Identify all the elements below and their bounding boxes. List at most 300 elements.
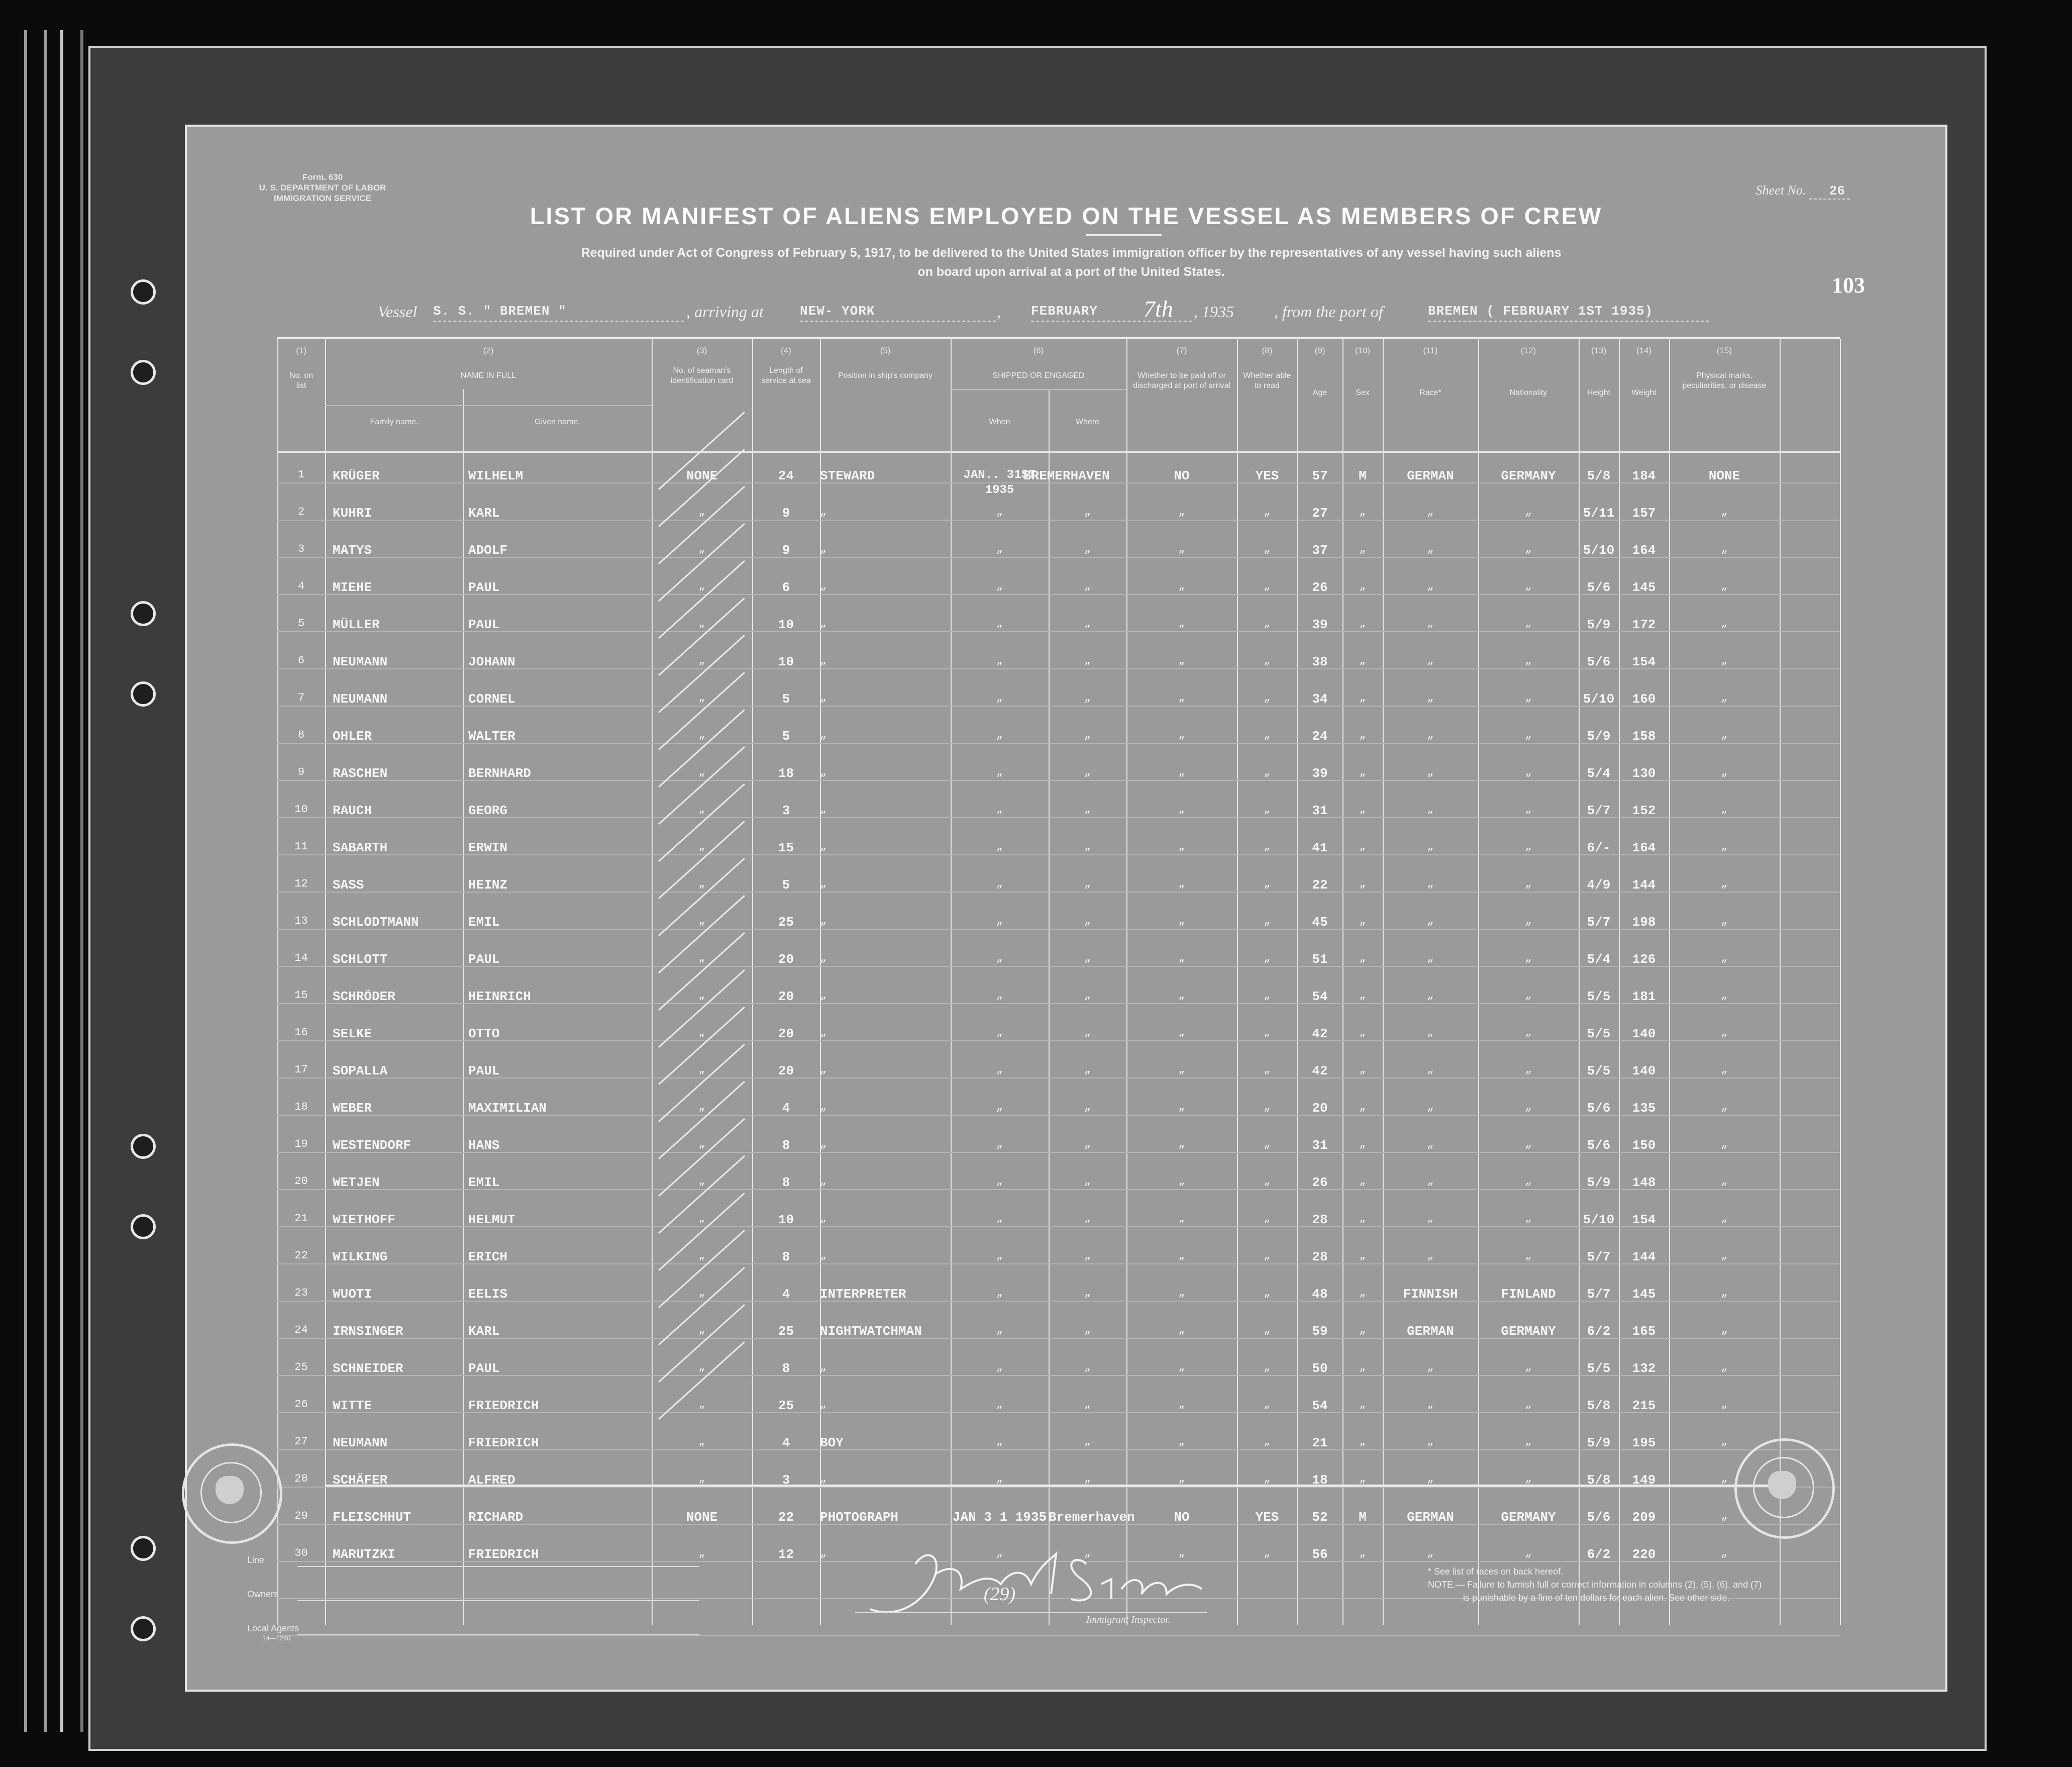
cell-weight: 195	[1632, 1435, 1656, 1450]
cell-service: 3	[782, 1472, 790, 1488]
binder-edge	[24, 30, 27, 1732]
cell-service: 25	[778, 915, 794, 930]
cell-position: INTERPRETER	[820, 1287, 906, 1302]
cell-family: SASS	[333, 877, 364, 893]
cell-nationality: „	[1525, 1175, 1532, 1188]
row-number: 15	[294, 989, 308, 1002]
cell-nationality: „	[1525, 1063, 1532, 1076]
cell-sex: „	[1359, 915, 1366, 927]
binder-edge	[60, 30, 63, 1732]
cell-paid: „	[1178, 1063, 1185, 1076]
column-divider	[1478, 339, 1479, 1625]
punch-hole-icon	[131, 279, 156, 305]
cell-weight: 149	[1632, 1472, 1656, 1488]
column-divider	[1126, 339, 1127, 1625]
cell-marks: „	[1721, 877, 1728, 890]
cell-weight: 209	[1632, 1510, 1656, 1525]
cell-family: MARUTZKI	[333, 1547, 395, 1562]
column-header-no: No. on list	[289, 371, 314, 390]
column-divider	[277, 339, 278, 1625]
cell-paid: „	[1178, 1324, 1185, 1336]
cell-paid: NO	[1174, 468, 1190, 483]
column-header-name: NAME IN FULL	[460, 371, 516, 380]
column-number: (13)	[1591, 346, 1607, 355]
cell-when: „	[996, 766, 1003, 778]
cell-when: „	[996, 580, 1003, 593]
cell-sex: „	[1359, 1101, 1366, 1113]
cell-height: 5/7	[1587, 1249, 1611, 1264]
cell-race: „	[1427, 1361, 1434, 1373]
cell-race: „	[1427, 729, 1434, 741]
cell-family: WITTE	[333, 1398, 372, 1413]
cell-age: 54	[1312, 1398, 1328, 1413]
column-divider	[1840, 339, 1841, 1625]
from-port: BREMEN ( FEBRUARY 1ST 1935)	[1428, 304, 1653, 319]
cell-card: „	[698, 1175, 705, 1188]
cell-marks: „	[1721, 1510, 1728, 1522]
cell-family: NEUMANN	[333, 1435, 388, 1450]
cell-when: „	[996, 729, 1003, 741]
cell-age: 42	[1312, 1063, 1328, 1078]
cell-marks: „	[1721, 692, 1728, 704]
cell-family: WUOTI	[333, 1287, 372, 1302]
cell-sex: „	[1359, 1212, 1366, 1225]
cell-read: „	[1264, 1324, 1271, 1336]
cell-paid: „	[1178, 1547, 1185, 1559]
cell-when: „	[996, 654, 1003, 667]
column-header-given: Given name.	[535, 418, 580, 426]
cell-nationality: FINLAND	[1501, 1287, 1556, 1302]
cell-where: „	[1084, 1175, 1091, 1188]
cell-height: 5/8	[1587, 1398, 1611, 1413]
cell-where: Bremerhaven	[1049, 1510, 1135, 1525]
cell-marks: „	[1721, 1249, 1728, 1262]
cell-family: WESTENDORF	[333, 1138, 411, 1153]
cell-read: „	[1264, 1138, 1271, 1150]
inspector-label: Immigrant Inspector.	[1086, 1614, 1171, 1625]
cell-paid: NO	[1174, 1510, 1190, 1525]
cell-card: „	[698, 580, 705, 593]
row-number: 8	[297, 729, 305, 741]
cell-weight: 144	[1632, 1249, 1656, 1264]
cell-race: GERMAN	[1407, 1324, 1454, 1339]
cell-service: 6	[782, 580, 790, 595]
cell-marks: „	[1721, 729, 1728, 741]
cell-paid: „	[1178, 1398, 1185, 1411]
cell-position: „	[820, 692, 827, 704]
cell-nationality: „	[1525, 952, 1532, 964]
cell-where: „	[1084, 1212, 1091, 1225]
cell-service: 8	[782, 1361, 790, 1376]
cell-given: FRIEDRICH	[468, 1547, 539, 1562]
cell-family: WETJEN	[333, 1175, 380, 1190]
cell-read: YES	[1255, 1510, 1279, 1525]
cell-height: 5/5	[1587, 1361, 1611, 1376]
cell-read: „	[1264, 1472, 1271, 1485]
cell-age: 26	[1312, 580, 1328, 595]
cell-race: GERMAN	[1407, 1510, 1454, 1525]
cell-service: 8	[782, 1175, 790, 1190]
cell-weight: 135	[1632, 1101, 1656, 1116]
eagle-seal-icon	[1768, 1471, 1796, 1499]
cell-marks: „	[1721, 1026, 1728, 1039]
cell-family: FLEISCHHUT	[333, 1510, 411, 1525]
cell-where: „	[1084, 1324, 1091, 1336]
date-underline	[1031, 321, 1192, 322]
column-header-height: Height	[1587, 388, 1611, 397]
cell-age: 38	[1312, 654, 1328, 669]
cell-marks: „	[1721, 840, 1728, 853]
cell-nationality: „	[1525, 692, 1532, 704]
cell-read: „	[1264, 543, 1271, 555]
cell-service: 5	[782, 877, 790, 893]
column-divider	[1669, 339, 1670, 1625]
cell-card: „	[698, 1361, 705, 1373]
cell-read: „	[1264, 1249, 1271, 1262]
header-bottom-rule	[277, 451, 1840, 453]
cell-when: „	[996, 506, 1003, 518]
cell-family: WILKING	[333, 1249, 388, 1264]
cell-card: „	[698, 1212, 705, 1225]
cell-marks: „	[1721, 654, 1728, 667]
row-number: 5	[297, 617, 305, 630]
cell-card: „	[698, 617, 705, 630]
cell-height: 5/8	[1587, 1472, 1611, 1488]
cell-given: MAXIMILIAN	[468, 1101, 547, 1116]
cell-sex: M	[1359, 468, 1367, 483]
form-header-block	[247, 172, 398, 204]
sheet-number	[1756, 183, 1850, 199]
cell-position: „	[820, 1101, 827, 1113]
cell-paid: „	[1178, 1138, 1185, 1150]
cell-nationality: GERMANY	[1501, 1510, 1556, 1525]
cell-read: „	[1264, 840, 1271, 853]
header-rule	[951, 389, 1126, 390]
cell-nationality: „	[1525, 1361, 1532, 1373]
cell-read: „	[1264, 877, 1271, 890]
cell-height: 5/9	[1587, 729, 1611, 744]
cell-height: 5/7	[1587, 803, 1611, 818]
cell-card: „	[698, 692, 705, 704]
column-header-shipped: SHIPPED OR ENGAGED	[992, 371, 1085, 380]
cell-position: „	[820, 1547, 827, 1559]
agents-rule	[297, 1634, 699, 1635]
cell-height: 5/7	[1587, 915, 1611, 930]
cell-given: HANS	[468, 1138, 500, 1153]
page-title: LIST OR MANIFEST OF ALIENS EMPLOYED ON THE VESSEL AS MEMBERS OF CREW	[530, 203, 1603, 229]
cell-card: „	[698, 1026, 705, 1039]
cell-service: 5	[782, 692, 790, 707]
cell-paid: „	[1178, 1101, 1185, 1113]
cell-paid: „	[1178, 1361, 1185, 1373]
cell-marks: „	[1721, 617, 1728, 630]
cell-marks: „	[1721, 1361, 1728, 1373]
cell-race: „	[1427, 1547, 1434, 1559]
cell-race: „	[1427, 1472, 1434, 1485]
cell-card: „	[698, 1138, 705, 1150]
cell-weight: 150	[1632, 1138, 1656, 1153]
cell-marks: „	[1721, 1175, 1728, 1188]
cell-race: „	[1427, 989, 1434, 1002]
cell-where: „	[1084, 989, 1091, 1002]
cell-given: PAUL	[468, 580, 500, 595]
cell-marks: „	[1721, 1472, 1728, 1485]
row-number: 4	[297, 580, 305, 593]
cell-race: „	[1427, 877, 1434, 890]
cell-family: NEUMANN	[333, 654, 388, 669]
cell-weight: 164	[1632, 840, 1656, 855]
cell-sex: „	[1359, 1324, 1366, 1336]
cell-read: „	[1264, 1547, 1271, 1559]
cell-nationality: „	[1525, 729, 1532, 741]
row-number: 20	[294, 1175, 308, 1188]
cell-given: PAUL	[468, 952, 500, 967]
cell-where: „	[1084, 506, 1091, 518]
cell-marks: „	[1721, 1212, 1728, 1225]
cell-card: „	[698, 1435, 705, 1448]
cell-read: „	[1264, 952, 1271, 964]
cell-paid: „	[1178, 952, 1185, 964]
cell-where: „	[1084, 803, 1091, 816]
column-divider	[1619, 339, 1620, 1625]
cell-service: 10	[778, 1212, 794, 1227]
column-header-read: Whether able to read	[1243, 371, 1291, 390]
cell-card: NONE	[686, 1510, 718, 1525]
cell-when: „	[996, 840, 1003, 853]
cell-race: „	[1427, 1212, 1434, 1225]
cell-age: 24	[1312, 729, 1328, 744]
punch-hole-icon	[131, 360, 156, 385]
cell-card: „	[698, 1063, 705, 1076]
column-header-where: Where	[1075, 418, 1100, 426]
cell-sex: „	[1359, 1472, 1366, 1485]
cell-given: EELIS	[468, 1287, 508, 1302]
vessel-name: S. S. " BREMEN "	[433, 304, 567, 319]
vessel-line	[378, 296, 1885, 325]
row-number: 16	[294, 1026, 308, 1039]
cell-given: EMIL	[468, 915, 500, 930]
cell-position: „	[820, 506, 827, 518]
cell-sex: „	[1359, 692, 1366, 704]
cell-age: 18	[1312, 1472, 1328, 1488]
cell-where: „	[1084, 1101, 1091, 1113]
cell-age: 37	[1312, 543, 1328, 558]
column-divider	[820, 339, 821, 1625]
column-number: (4)	[781, 346, 791, 355]
cell-height: 5/7	[1587, 1287, 1611, 1302]
cell-when: „	[996, 803, 1003, 816]
service-name: IMMIGRATION SERVICE	[274, 193, 371, 203]
cell-race: „	[1427, 617, 1434, 630]
cell-position: BOY	[820, 1435, 844, 1450]
cell-position: „	[820, 915, 827, 927]
cell-position: „	[820, 803, 827, 816]
cell-paid: „	[1178, 1472, 1185, 1485]
cell-marks: „	[1721, 915, 1728, 927]
cell-read: „	[1264, 1435, 1271, 1448]
cell-position: „	[820, 952, 827, 964]
arrival-year: , 1935	[1194, 303, 1234, 321]
cell-race: GERMAN	[1407, 468, 1454, 483]
cell-nationality: „	[1525, 840, 1532, 853]
cell-nationality: „	[1525, 1435, 1532, 1448]
cell-race: „	[1427, 803, 1434, 816]
cell-read: „	[1264, 506, 1271, 518]
cell-sex: „	[1359, 766, 1366, 778]
row-number: 30	[294, 1547, 308, 1559]
races-note: * See list of races on back hereof.	[1428, 1566, 1564, 1577]
row-number: 18	[294, 1101, 308, 1113]
cell-sex: „	[1359, 952, 1366, 964]
cell-read: „	[1264, 915, 1271, 927]
column-header-service: Length of service at sea	[761, 366, 811, 385]
cell-where: „	[1084, 1435, 1091, 1448]
cell-position: „	[820, 766, 827, 778]
cell-family: RASCHEN	[333, 766, 388, 781]
cell-position: STEWARD	[820, 468, 875, 483]
row-number: 17	[294, 1063, 308, 1076]
cell-weight: 152	[1632, 803, 1656, 818]
cell-weight: 157	[1632, 506, 1656, 521]
cell-where: „	[1084, 877, 1091, 890]
arriving-underline	[800, 321, 996, 322]
cell-weight: 140	[1632, 1063, 1656, 1078]
row-number: 11	[294, 840, 308, 853]
cell-given: BERNHARD	[468, 766, 531, 781]
cell-race: FINNISH	[1403, 1287, 1458, 1302]
cell-card: „	[698, 1249, 705, 1262]
cell-service: 5	[782, 729, 790, 744]
cell-race: „	[1427, 1063, 1434, 1076]
cell-where: „	[1084, 1398, 1091, 1411]
cell-age: 28	[1312, 1212, 1328, 1227]
column-header-when: When	[989, 418, 1010, 426]
comma: ,	[997, 303, 1001, 321]
cell-nationality: „	[1525, 1138, 1532, 1150]
cell-height: 5/5	[1587, 1026, 1611, 1041]
cell-read: „	[1264, 1398, 1271, 1411]
cell-age: 50	[1312, 1361, 1328, 1376]
cell-when: „	[996, 877, 1003, 890]
cell-where: „	[1084, 729, 1091, 741]
row-strike-through	[325, 1485, 1785, 1487]
column-number: (2)	[483, 346, 494, 355]
row-number: 28	[294, 1472, 308, 1485]
column-number: (10)	[1355, 346, 1371, 355]
column-number: (3)	[696, 346, 707, 355]
cell-marks: NONE	[1708, 468, 1740, 483]
cell-family: SCHRÖDER	[333, 989, 395, 1004]
cell-paid: „	[1178, 915, 1185, 927]
cell-height: 5/6	[1587, 1138, 1611, 1153]
cell-height: 5/10	[1583, 543, 1615, 558]
cell-age: 56	[1312, 1547, 1328, 1562]
cell-nationality: „	[1525, 915, 1532, 927]
agents-label: Local Agents	[247, 1623, 299, 1633]
cell-given: CORNEL	[468, 692, 515, 707]
cell-when-year: 1935	[985, 483, 1014, 497]
cell-when: „	[996, 1472, 1003, 1485]
cell-position: „	[820, 877, 827, 890]
cell-service: 24	[778, 468, 794, 483]
cell-family: IRNSINGER	[333, 1324, 403, 1339]
form-number: Form. 630	[302, 172, 343, 182]
cell-given: ALFRED	[468, 1472, 515, 1488]
cell-service: 20	[778, 989, 794, 1004]
cell-when: „	[996, 1287, 1003, 1299]
cell-age: 48	[1312, 1287, 1328, 1302]
cell-when: „	[996, 1063, 1003, 1076]
cell-when: „	[996, 1026, 1003, 1039]
cell-position: „	[820, 1026, 827, 1039]
signature-rule	[855, 1612, 1207, 1613]
cell-age: 20	[1312, 1101, 1328, 1116]
cell-where: „	[1084, 915, 1091, 927]
cell-read: „	[1264, 580, 1271, 593]
cell-service: 20	[778, 952, 794, 967]
cell-weight: 144	[1632, 877, 1656, 893]
page-subtitle	[398, 243, 1744, 281]
cell-service: 20	[778, 1026, 794, 1041]
cell-age: 52	[1312, 1510, 1328, 1525]
cell-read: „	[1264, 1287, 1271, 1299]
cell-age: 34	[1312, 692, 1328, 707]
cell-height: 5/6	[1587, 1510, 1611, 1525]
cell-nationality: GERMANY	[1501, 1324, 1556, 1339]
column-divider	[1579, 339, 1580, 1625]
cell-family: SCHNEIDER	[333, 1361, 403, 1376]
row-number: 29	[294, 1510, 308, 1522]
cell-service: 22	[778, 1510, 794, 1525]
cell-family: WEBER	[333, 1101, 372, 1116]
row-number: 6	[297, 654, 305, 667]
column-header-paid-off: Whether to be paid off or discharged at port of arrival	[1133, 371, 1230, 390]
cell-position: „	[820, 1212, 827, 1225]
fine-note: NOTE.— Failure to furnish full or correct information in columns (2), (5), (6), and (7)	[1428, 1580, 1762, 1590]
cell-age: 27	[1312, 506, 1328, 521]
cell-age: 26	[1312, 1175, 1328, 1190]
sheet-number-value: 26	[1809, 183, 1850, 200]
cell-position: „	[820, 654, 827, 667]
cell-sex: „	[1359, 989, 1366, 1002]
row-number: 25	[294, 1361, 308, 1373]
cell-family: SOPALLA	[333, 1063, 388, 1078]
cell-race: „	[1427, 766, 1434, 778]
cell-card: „	[698, 729, 705, 741]
column-header-race: Race*	[1419, 388, 1441, 397]
column-divider	[1297, 339, 1298, 1625]
cell-when: „	[996, 1435, 1003, 1448]
page-number: 103	[1832, 273, 1865, 298]
cell-weight: 154	[1632, 654, 1656, 669]
punch-hole-icon	[131, 1536, 156, 1561]
cell-service: 12	[778, 1547, 794, 1562]
cell-card: „	[698, 543, 705, 555]
footnotes	[1428, 1565, 1762, 1604]
column-divider	[1237, 339, 1238, 1625]
cell-position: „	[820, 1175, 827, 1188]
cell-paid: „	[1178, 840, 1185, 853]
cell-where: „	[1084, 840, 1091, 853]
cell-sex: „	[1359, 1063, 1366, 1076]
cell-family: OHLER	[333, 729, 372, 744]
cell-paid: „	[1178, 766, 1185, 778]
cell-paid: „	[1178, 729, 1185, 741]
cell-paid: „	[1178, 1287, 1185, 1299]
cell-nationality: „	[1525, 1101, 1532, 1113]
cell-race: „	[1427, 506, 1434, 518]
cell-position: „	[820, 1361, 827, 1373]
